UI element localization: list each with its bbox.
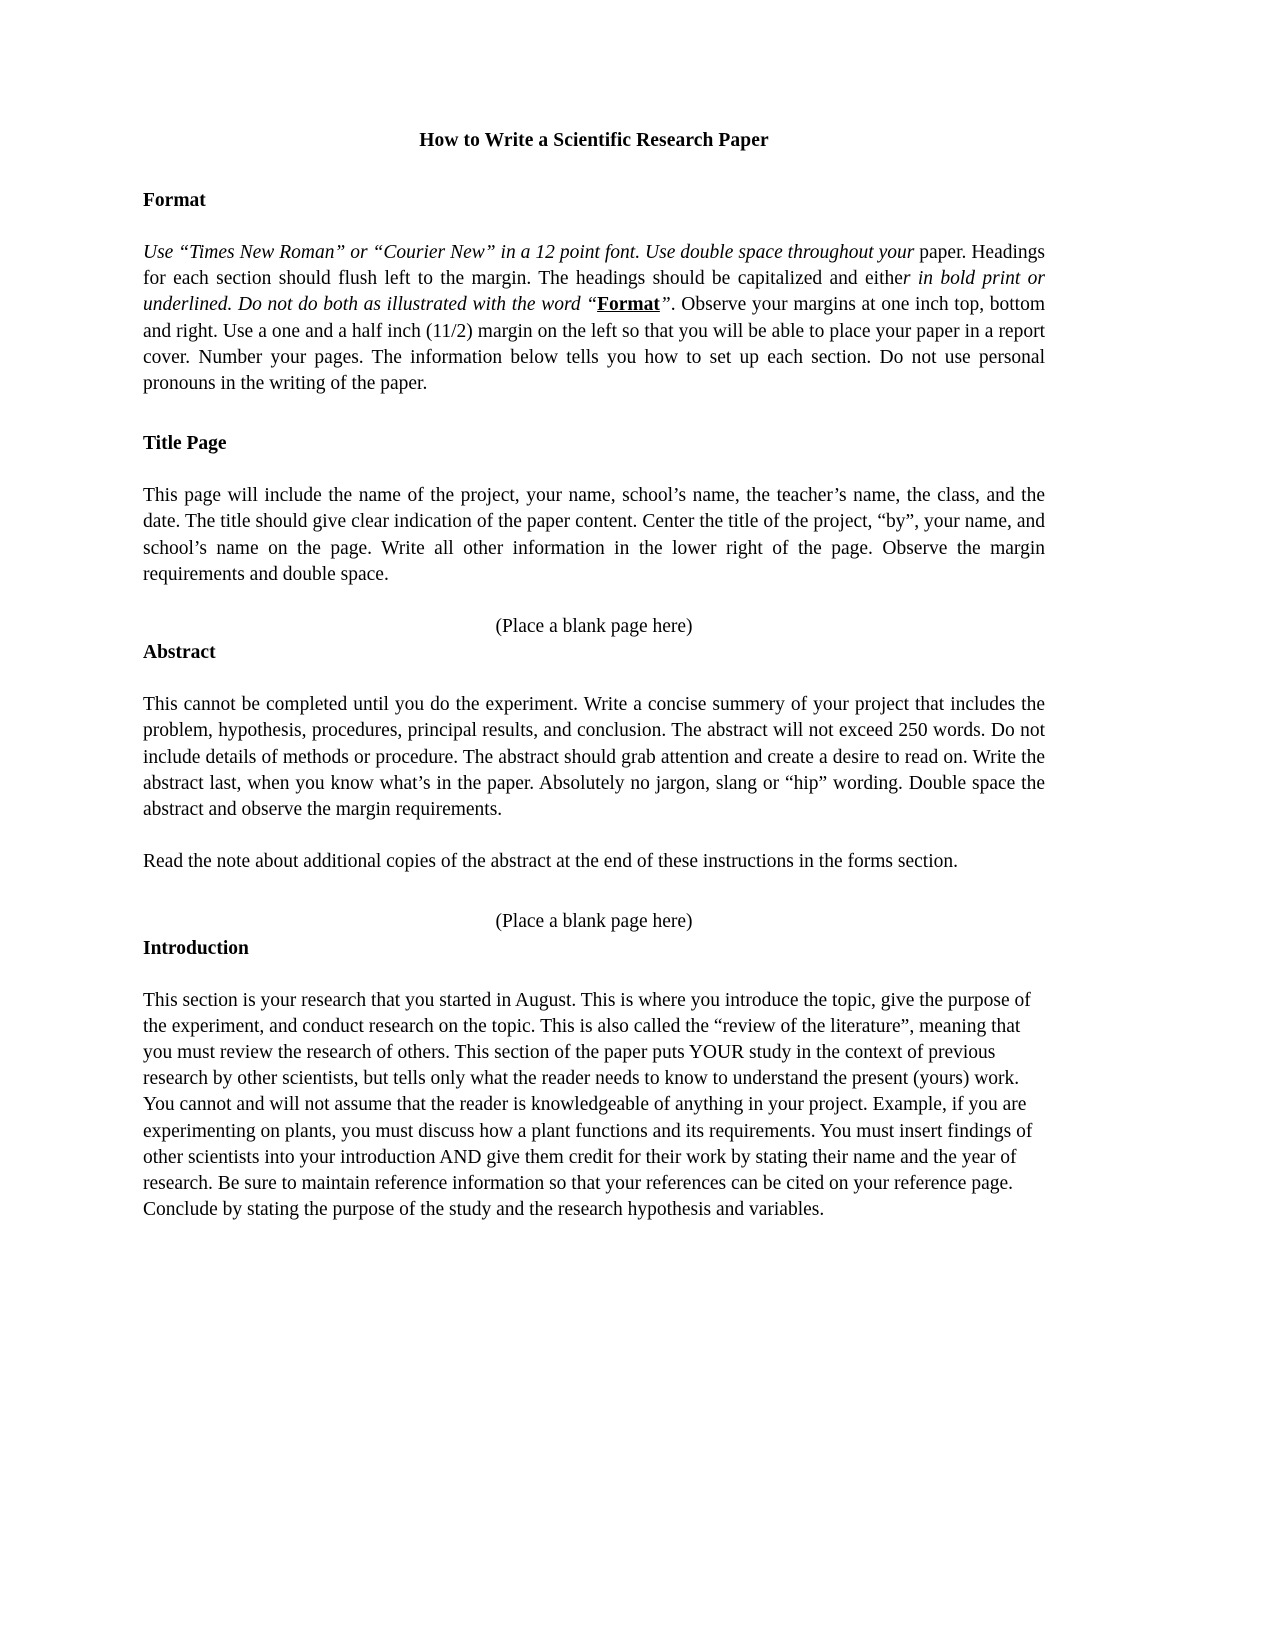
section-paragraph-abstract-2: Read the note about additional copies of the abstract at the end of these instructions in the forms section.	[143, 851, 958, 873]
spacer	[143, 457, 1045, 483]
spacer	[143, 962, 1045, 988]
section-paragraph-format	[143, 240, 1045, 397]
section-paragraph-title-page: This page will include the name of the project, your name, school’s name, the teacher’s name, the class, and the date. The title should give clear indication of the paper content. Center the title of the project, “by”, your name, and school’s name on the page. Write all other information in the lower right of the page. Observe the margin requirements and double space.	[143, 485, 1045, 585]
section-heading-format: Format	[143, 190, 206, 211]
spacer	[143, 214, 1045, 240]
section-heading-abstract: Abstract	[143, 642, 216, 664]
format-italic-3: ”	[659, 294, 671, 316]
format-word-emphasis: Format	[597, 294, 660, 316]
format-italic-2: r in bold print or underlined. Do not do both as illustrated with the word “	[143, 268, 1046, 316]
section-heading-introduction: Introduction	[143, 937, 249, 959]
spacer	[143, 666, 1045, 692]
format-text-2: paper. Headings for each section should flush left to the margin. The headings should be capitalized and eithe	[143, 242, 1045, 290]
section-paragraph-introduction: This section is your research that you started in August. This is where you introduce the topic, give the purpose of the experiment, and conduct research on the topic. This is also called the “review of the literature”, meaning that you must review the research of others. This section of the paper puts YOUR study in the context of previous research by other scientists, but tells only what the reader needs to know to understand the present (yours) work. You cannot and will not assume that the reader is knowledgeable of anything in your project. Example, if you are experimenting on plants, you must discuss how a plant functions and its requirements. You must insert findings of other scientists into your introduction AND give them credit for their work by stating their name and the year of research. Be sure to maintain reference information so that your references can be cited on your reference page. Conclude by stating the purpose of the study and the research hypothesis and variables.	[143, 989, 1033, 1221]
spacer	[143, 397, 1045, 431]
section-paragraph-abstract-1: This cannot be completed until you do the experiment. Write a concise summery of your project that includes the problem, hypothesis, procedures, principal results, and conclusion. The abstract will not exceed 250 words. Do not include details of methods or procedure. The abstract should grab attention and create a desire to read on. Write the abstract last, when you know what’s in the paper. Absolutely no jargon, slang or “hip” wording. Double space the abstract and observe the margin requirements.	[143, 694, 1045, 821]
blank-page-note-1: (Place a blank page here)	[495, 616, 693, 638]
format-text-3: . Observe your margins at one inch top, bottom and right. Use a one and a half inch (11/2) margin on the left so that you will be able to place your paper in a report cover. Number your pages. The information below tells you how to set up each section. Do not use personal pronouns in the writing of the paper.	[143, 294, 1045, 395]
format-intro-italic: Use “Times New Roman” or “Courier New” in a 12 point font. Use double space throughout your	[143, 242, 920, 263]
document-content	[143, 128, 1045, 1223]
section-heading-title-page: Title Page	[143, 433, 227, 455]
spacer	[143, 588, 1045, 614]
spacer	[143, 154, 1045, 188]
spacer	[143, 875, 1045, 909]
page-title: How to Write a Scientific Research Paper	[419, 130, 769, 151]
spacer	[143, 823, 1045, 849]
blank-page-note-2: (Place a blank page here)	[495, 911, 693, 933]
